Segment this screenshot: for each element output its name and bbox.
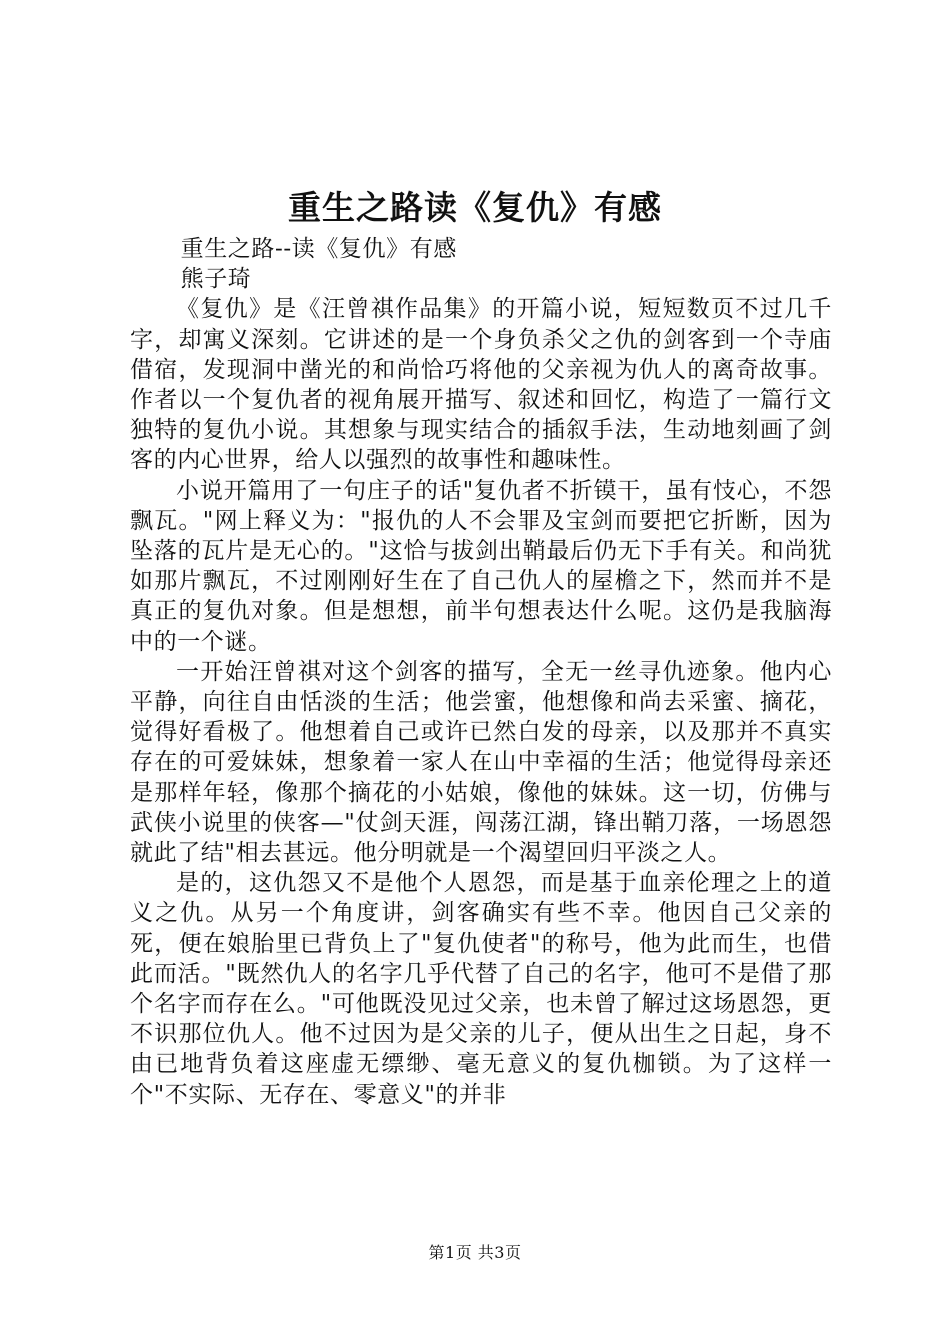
paragraph: 一开始汪曾祺对这个剑客的描写，全无一丝寻仇迹象。他内心平静，向往自由恬淡的生活；他尝蜜，他想像和尚去采蜜、摘花，觉得好看极了。他想着自己或许已然白发的母亲，以及那并不真实存在的可爱妹妹，想象着一家人在山中幸福的生活；他觉得母亲还是那样年轻，像那个摘花的小姑娘，像他的妹妹。这一切，仿佛与武侠小说里的侠客—"仗剑天涯，闯荡江湖，锋出鞘刀落，一场恩怨就此了结"相去甚远。他分明就是一个渴望回归平淡之人。 [130, 658, 832, 867]
page-footer: 第1页 共3页 [428, 1243, 522, 1262]
paragraph: 小说开篇用了一句庄子的话"复仇者不折镆干，虽有忮心，不怨飘瓦。"网上释义为："报仇的人不会罪及宝剑而要把它折断，因为坠落的瓦片是无心的。"这恰与拔剑出鞘最后仍无下手有关。和尚犹如那片飘瓦，不过刚刚好生在了自己仇人的屋檐之下，然而并不是真正的复仇对象。但是想想，前半句想表达什么呢。这仍是我脑海中的一个谜。 [130, 477, 832, 655]
document-title: 重生之路读《复仇》有感 [288, 188, 662, 227]
document-author: 熊子琦 [180, 266, 252, 293]
document-subtitle: 重生之路--读《复仇》有感 [180, 236, 457, 262]
paragraph: 是的，这仇怨又不是他个人恩怨，而是基于血亲伦理之上的道义之仇。从另一个角度讲，剑客确实有些不幸。他因自己父亲的死，便在娘胎里已背负上了"复仇使者"的称号，他为此而生，也借此而活。"既然仇人的名字几乎代替了自己的名字，他可不是借了那个名字而存在么。"可他既没见过父亲，也未曾了解过这场恩怨，更不识那位仇人。他不过因为是父亲的儿子，便从出生之日起，身不由已地背负着这座虚无缥缈、毫无意义的复仇枷锁。为了这样一个"不实际、无存在、零意义"的并非 [130, 870, 832, 1108]
document-body [130, 234, 832, 1110]
paragraph: 《复仇》是《汪曾祺作品集》的开篇小说，短短数页不过几千字，却寓义深刻。它讲述的是一个身负杀父之仇的剑客到一个寺庙借宿，发现洞中凿光的和尚恰巧将他的父亲视为仇人的离奇故事。作者以一个复仇者的视角展开描写、叙述和回忆，构造了一篇行文独特的复仇小说。其想象与现实结合的插叙手法，生动地刻画了剑客的内心世界，给人以强烈的故事性和趣味性。 [130, 296, 832, 474]
